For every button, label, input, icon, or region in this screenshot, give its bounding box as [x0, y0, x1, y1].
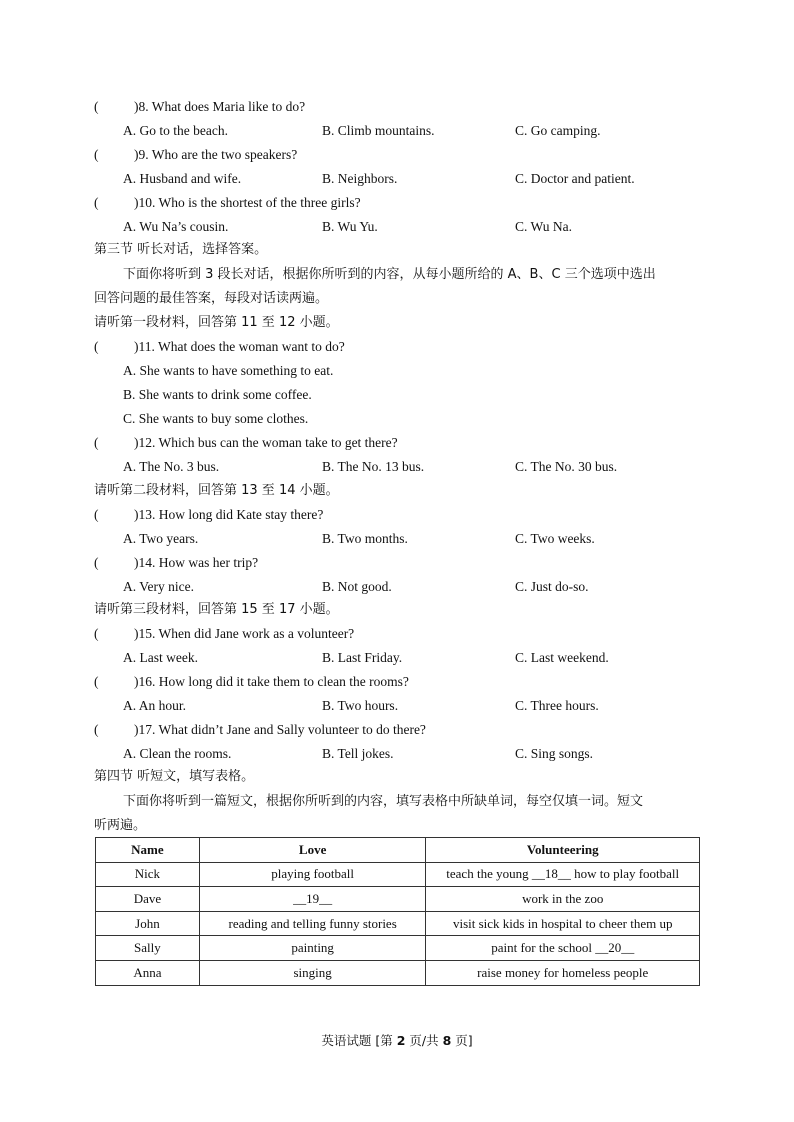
- table-cell: teach the young __18__ how to play football: [426, 862, 700, 887]
- question-16: [94, 673, 409, 691]
- options-12: [123, 458, 723, 476]
- option-a: A. Husband and wife.: [123, 171, 242, 186]
- options-10: [123, 218, 723, 236]
- question-stem: )15. When did Jane work as a volunteer?: [134, 626, 355, 641]
- part-2-instruction: 请听第二段材料，回答第 13 至 14 小题。: [94, 483, 339, 498]
- table-cell: Sally: [96, 936, 200, 961]
- option-a: A. The No. 3 bus.: [123, 459, 220, 474]
- section-4-heading: 第四节 听短文，填写表格。: [94, 769, 255, 784]
- answer-paren: (: [94, 674, 99, 689]
- question-stem: )11. What does the woman want to do?: [134, 339, 345, 354]
- option-b: B. The No. 13 bus.: [322, 459, 425, 474]
- option-b: B. Tell jokes.: [322, 746, 394, 761]
- column-header: Name: [96, 838, 200, 863]
- fill-in-table: [95, 837, 700, 986]
- option-c: C. Sing songs.: [515, 746, 594, 761]
- question-11: [94, 338, 345, 356]
- answer-paren: (: [94, 722, 99, 737]
- option-c: C. Wu Na.: [515, 219, 572, 234]
- option-a: A. Last week.: [123, 650, 198, 665]
- option-a: A. Clean the rooms.: [123, 746, 232, 761]
- question-stem: )9. Who are the two speakers?: [134, 147, 298, 162]
- section-3-intro-line-2: 回答问题的最佳答案，每段对话读两遍。: [94, 291, 329, 306]
- part-1-instruction: 请听第一段材料，回答第 11 至 12 小题。: [94, 315, 339, 330]
- table-cell: singing: [199, 960, 426, 985]
- option-b: B. Not good.: [322, 579, 392, 594]
- option-a: A. Very nice.: [123, 579, 194, 594]
- option-c: C. The No. 30 bus.: [515, 459, 618, 474]
- options-15: [123, 649, 723, 667]
- table-header-row: [96, 838, 700, 863]
- footer-suffix: 页]: [451, 1033, 473, 1048]
- option-c: C. Just do-so.: [515, 579, 589, 594]
- option-b: B. Two months.: [322, 531, 408, 546]
- options-16: [123, 697, 723, 715]
- question-14: [94, 554, 258, 572]
- question-stem: )8. What does Maria like to do?: [134, 99, 306, 114]
- option-b: B. Neighbors.: [322, 171, 398, 186]
- question-stem: )10. Who is the shortest of the three girls?: [134, 195, 361, 210]
- option-c: C. Two weeks.: [515, 531, 595, 546]
- table-cell: visit sick kids in hospital to cheer them up: [426, 911, 700, 936]
- footer-total-pages: 8: [442, 1033, 452, 1048]
- option-a: A. She wants to have something to eat.: [123, 363, 334, 378]
- options-14: [123, 578, 723, 596]
- table-cell: Nick: [96, 862, 200, 887]
- part-3-instruction: 请听第三段材料，回答第 15 至 17 小题。: [94, 602, 339, 617]
- table-cell: paint for the school __20__: [426, 936, 700, 961]
- option-c: C. Go camping.: [515, 123, 601, 138]
- option-c: C. Three hours.: [515, 698, 599, 713]
- option-b: B. Two hours.: [322, 698, 399, 713]
- table-cell: work in the zoo: [426, 887, 700, 912]
- table-cell: painting: [199, 936, 426, 961]
- question-stem: )17. What didn’t Jane and Sally volunteer to do there?: [134, 722, 426, 737]
- blank-19-cell: __19__: [199, 887, 426, 912]
- answer-paren: (: [94, 555, 99, 570]
- option-a: A. Wu Na’s cousin.: [123, 219, 229, 234]
- answer-paren: (: [94, 626, 99, 641]
- question-15: [94, 625, 354, 643]
- options-8: [123, 122, 723, 140]
- option-b: B. Wu Yu.: [322, 219, 378, 234]
- options-17: [123, 745, 723, 763]
- question-10: [94, 194, 361, 212]
- option-a: A. Two years.: [123, 531, 199, 546]
- option-a: A. An hour.: [123, 698, 187, 713]
- section-4-intro-line-2: 听两遍。: [94, 818, 147, 833]
- option-a: A. Go to the beach.: [123, 123, 228, 138]
- table-row: [96, 960, 700, 985]
- table-cell: raise money for homeless people: [426, 960, 700, 985]
- answer-paren: (: [94, 435, 99, 450]
- table-cell: Dave: [96, 887, 200, 912]
- table-cell: playing football: [199, 862, 426, 887]
- answer-paren: (: [94, 507, 99, 522]
- question-stem: )14. How was her trip?: [134, 555, 259, 570]
- table-cell: reading and telling funny stories: [199, 911, 426, 936]
- options-13: [123, 530, 723, 548]
- table-row: [96, 887, 700, 912]
- options-9: [123, 170, 723, 188]
- section-3-intro-line-1: 下面你将听到 3 段长对话，根据你所听到的内容，从每小题所给的 A、B、C 三个选项中选出: [123, 267, 656, 282]
- question-stem: )13. How long did Kate stay there?: [134, 507, 324, 522]
- table-cell: Anna: [96, 960, 200, 985]
- answer-paren: (: [94, 147, 99, 162]
- option-c: C. She wants to buy some clothes.: [123, 411, 309, 426]
- footer-page-number: 2: [396, 1033, 406, 1048]
- question-17: [94, 721, 426, 739]
- question-8: [94, 98, 305, 116]
- option-c: C. Doctor and patient.: [515, 171, 635, 186]
- table-row: [96, 862, 700, 887]
- table-row: [96, 911, 700, 936]
- section-3-heading: 第三节 听长对话，选择答案。: [94, 242, 268, 257]
- question-stem: )16. How long did it take them to clean the rooms?: [134, 674, 409, 689]
- page-footer: [0, 1031, 794, 1049]
- column-header: Volunteering: [426, 838, 700, 863]
- question-12: [94, 434, 398, 452]
- question-13: [94, 506, 323, 524]
- question-9: [94, 146, 297, 164]
- footer-mid: 页/共: [405, 1033, 443, 1048]
- section-4-intro-line-1: 下面你将听到一篇短文，根据你所听到的内容，填写表格中所缺单词，每空仅填一词。短文: [123, 794, 644, 809]
- option-b: B. Climb mountains.: [322, 123, 435, 138]
- question-stem: )12. Which bus can the woman take to get there?: [134, 435, 398, 450]
- option-b: B. She wants to drink some coffee.: [123, 387, 312, 402]
- table-cell: John: [96, 911, 200, 936]
- answer-paren: (: [94, 99, 99, 114]
- answer-paren: (: [94, 339, 99, 354]
- option-b: B. Last Friday.: [322, 650, 403, 665]
- column-header: Love: [199, 838, 426, 863]
- option-c: C. Last weekend.: [515, 650, 609, 665]
- footer-prefix: 英语试题 [第: [321, 1033, 397, 1048]
- answer-paren: (: [94, 195, 99, 210]
- table-row: [96, 936, 700, 961]
